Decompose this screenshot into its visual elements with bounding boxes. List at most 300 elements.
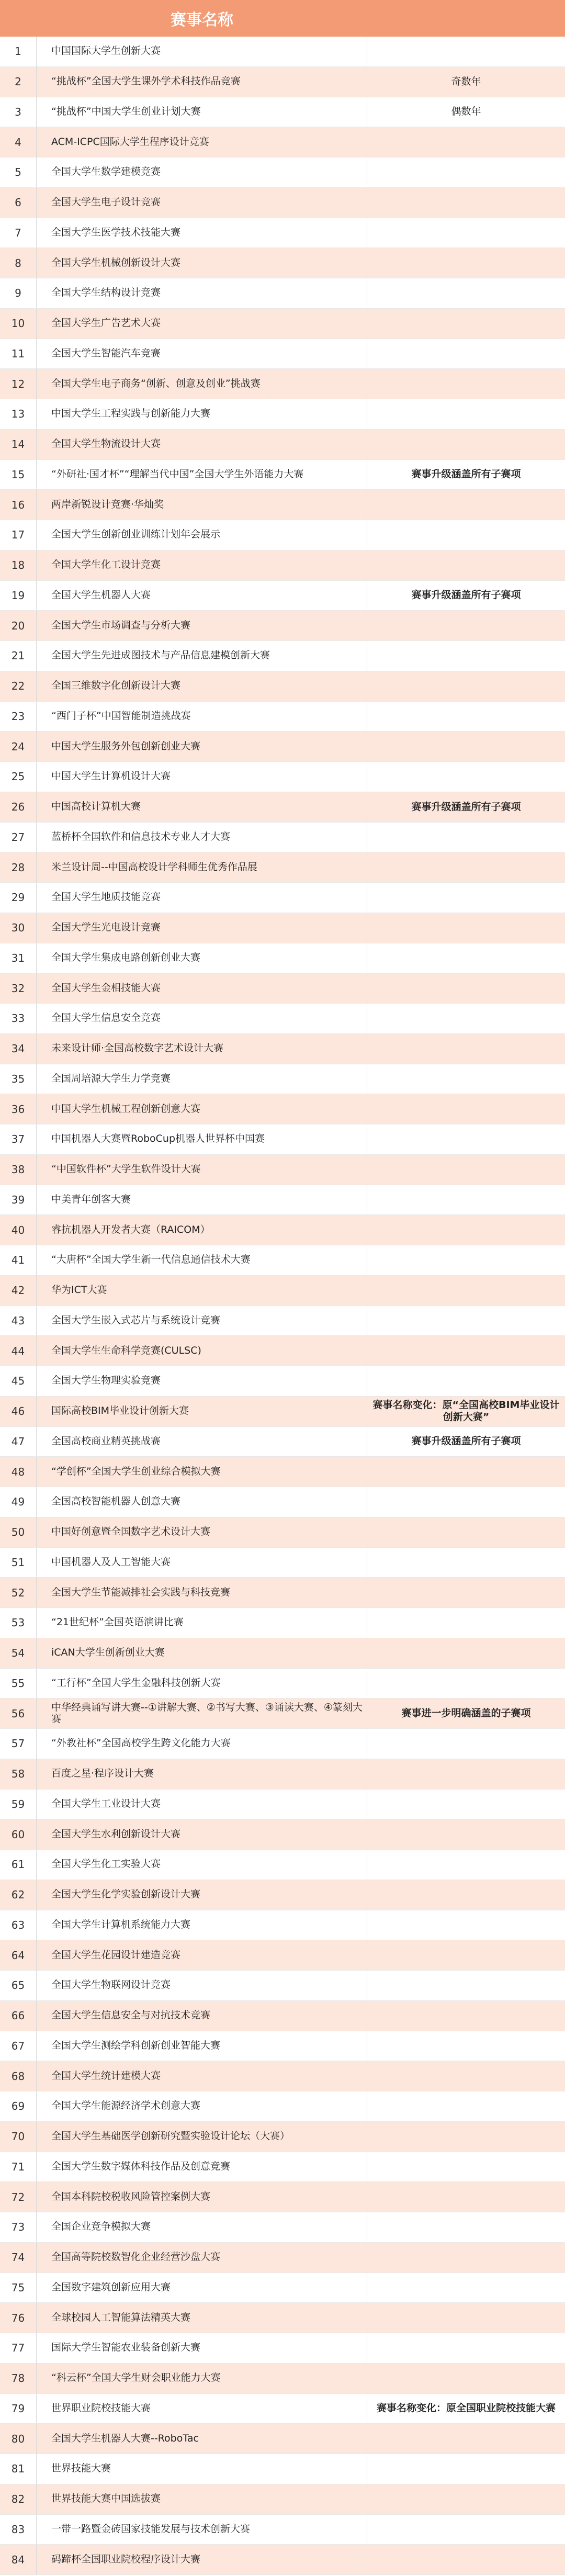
table-row — [0, 641, 565, 671]
row-number: 22 — [0, 671, 37, 701]
competition-name: 世界技能大赛 — [37, 2454, 367, 2484]
competition-note — [367, 732, 565, 761]
table-row — [0, 1819, 565, 1850]
row-number: 47 — [0, 1427, 37, 1457]
row-number: 15 — [0, 460, 37, 490]
table-row — [0, 1638, 565, 1669]
table-row — [0, 913, 565, 943]
row-number: 9 — [0, 278, 37, 308]
table-row — [0, 973, 565, 1004]
row-number: 50 — [0, 1517, 37, 1547]
row-number: 76 — [0, 2303, 37, 2333]
competition-note — [367, 1850, 565, 1880]
competition-name: 中国大学生工程实践与创新能力大赛 — [37, 399, 367, 429]
competition-note — [367, 2484, 565, 2514]
competition-name: 华为ICT大赛 — [37, 1276, 367, 1306]
table-row — [0, 2001, 565, 2031]
competition-name: 全国大学生化工实验大赛 — [37, 1850, 367, 1880]
table-row — [0, 2394, 565, 2424]
table-row — [0, 1094, 565, 1124]
row-number: 43 — [0, 1306, 37, 1336]
competition-name: 全国企业竞争模拟大赛 — [37, 2212, 367, 2242]
competition-note: 赛事升级涵盖所有子赛项 — [411, 1435, 521, 1447]
row-number: 40 — [0, 1215, 37, 1245]
table-row — [0, 399, 565, 430]
table-row — [0, 1940, 565, 1971]
competition-note — [367, 520, 565, 550]
competition-name: 全国大学生节能减排社会实践与科技竞赛 — [37, 1578, 367, 1607]
table-row — [0, 188, 565, 218]
competition-name: iCAN大学生创新创业大赛 — [37, 1638, 367, 1668]
competition-name: 全国高校商业精英挑战赛 — [37, 1427, 367, 1457]
competition-name: 中国国际大学生创新大赛 — [37, 37, 367, 66]
competition-name: 中国好创意暨全国数字艺术设计大赛 — [37, 1517, 367, 1547]
competition-note — [367, 1457, 565, 1487]
competition-note — [367, 2364, 565, 2393]
table-row — [0, 1578, 565, 1608]
table-row — [0, 520, 565, 550]
competition-note — [367, 973, 565, 1003]
competition-name: 全国大学生医学技术技能大赛 — [37, 218, 367, 248]
competition-note — [367, 1669, 565, 1698]
competition-note — [367, 1366, 565, 1396]
row-number: 84 — [0, 2545, 37, 2574]
competition-note — [367, 1064, 565, 1094]
table-row — [0, 1215, 565, 1245]
competition-note — [367, 2182, 565, 2212]
competition-name: 中国机器人及人工智能大赛 — [37, 1548, 367, 1578]
competition-name: 全国大学生市场调查与分析大赛 — [37, 611, 367, 640]
competition-note — [367, 2333, 565, 2363]
row-number: 35 — [0, 1064, 37, 1094]
row-number: 82 — [0, 2484, 37, 2514]
table-row — [0, 1004, 565, 1034]
row-number: 1 — [0, 37, 37, 66]
competition-note — [367, 1517, 565, 1547]
competition-note — [367, 369, 565, 399]
table-row — [0, 278, 565, 309]
table-row — [0, 1276, 565, 1306]
competition-note — [367, 1124, 565, 1154]
row-number: 10 — [0, 309, 37, 339]
competition-name: 全国高等院校数智化企业经营沙盘大赛 — [37, 2243, 367, 2273]
competition-note — [367, 1729, 565, 1759]
competition-note — [367, 158, 565, 187]
row-number: 61 — [0, 1850, 37, 1880]
row-number: 37 — [0, 1124, 37, 1154]
table-row — [0, 2122, 565, 2152]
row-number: 7 — [0, 218, 37, 248]
competition-name: 全国大学生创新创业训练计划年会展示 — [37, 520, 367, 550]
competition-name: 全国大学生机械创新设计大赛 — [37, 248, 367, 278]
competition-note — [367, 2303, 565, 2333]
table-row — [0, 1548, 565, 1578]
competition-note — [367, 248, 565, 278]
table-row — [0, 1971, 565, 2001]
header-title: 赛事名称 — [171, 11, 233, 29]
competition-note — [367, 883, 565, 913]
competition-name: 中国大学生机械工程创新创意大赛 — [37, 1094, 367, 1124]
row-number: 71 — [0, 2152, 37, 2182]
table-row — [0, 2484, 565, 2515]
table-row — [0, 1457, 565, 1487]
competition-note — [367, 2091, 565, 2121]
row-number: 81 — [0, 2454, 37, 2484]
competition-name: 米兰设计周--中国高校设计学科师生优秀作品展 — [37, 852, 367, 882]
competition-note — [367, 1910, 565, 1940]
table-row — [0, 1245, 565, 1276]
competition-name: 未来设计师·全国高校数字艺术设计大赛 — [37, 1034, 367, 1064]
competition-note: 奇数年 — [451, 75, 481, 87]
competition-note — [367, 490, 565, 520]
row-number: 8 — [0, 248, 37, 278]
row-number: 72 — [0, 2182, 37, 2212]
competition-note — [367, 1185, 565, 1215]
table-row — [0, 430, 565, 460]
competition-note — [367, 2212, 565, 2242]
table-row — [0, 1910, 565, 1941]
competition-note — [367, 1819, 565, 1849]
table-row — [0, 2061, 565, 2091]
competition-name: 中国大学生服务外包创新创业大赛 — [37, 732, 367, 761]
competition-name: 全国大学生数字媒体科技作品及创意竞赛 — [37, 2152, 367, 2182]
row-number: 6 — [0, 188, 37, 218]
row-number: 21 — [0, 641, 37, 671]
row-number: 24 — [0, 732, 37, 761]
competition-name: 中国高校计算机大赛 — [37, 792, 367, 822]
table-row — [0, 1427, 565, 1457]
table-row — [0, 1669, 565, 1699]
competition-name: 全球校园人工智能算法精英大赛 — [37, 2303, 367, 2333]
competition-note — [367, 2122, 565, 2152]
competition-name: 国际高校BIM毕业设计创新大赛 — [37, 1397, 367, 1426]
row-number: 70 — [0, 2122, 37, 2152]
table-header — [0, 0, 565, 37]
competition-name: 全国大学生统计建模大赛 — [37, 2061, 367, 2091]
competition-name: 全国大学生物理实验竞赛 — [37, 1366, 367, 1396]
competition-name: 码蹄杯全国职业院校程序设计大赛 — [37, 2545, 367, 2574]
row-number: 67 — [0, 2031, 37, 2061]
table-row — [0, 943, 565, 974]
row-number: 33 — [0, 1004, 37, 1033]
row-number: 58 — [0, 1759, 37, 1789]
table-row — [0, 1336, 565, 1366]
competition-name: “西门子杯”中国智能制造挑战赛 — [37, 702, 367, 732]
row-number: 44 — [0, 1336, 37, 1366]
competition-name: 全国本科院校税收风险管控案例大赛 — [37, 2182, 367, 2212]
competition-note — [367, 550, 565, 580]
table-row — [0, 1124, 565, 1155]
row-number: 55 — [0, 1669, 37, 1698]
competition-name: “工行杯”全国大学生金融科技创新大赛 — [37, 1669, 367, 1698]
competition-name: ACM-ICPC国际大学生程序设计竞赛 — [37, 127, 367, 157]
row-number: 79 — [0, 2394, 37, 2424]
table-row — [0, 2273, 565, 2303]
competition-note — [367, 430, 565, 459]
competition-note — [367, 1971, 565, 2000]
row-number: 17 — [0, 520, 37, 550]
header-number-cell — [0, 0, 37, 37]
table-row — [0, 611, 565, 641]
competition-note — [367, 278, 565, 308]
table-row — [0, 1608, 565, 1638]
row-number: 60 — [0, 1819, 37, 1849]
competition-note: 赛事名称变化：原全国职业院校技能大赛 — [376, 2402, 556, 2414]
competition-note — [367, 702, 565, 732]
competition-name: 全国大学生智能汽车竞赛 — [37, 339, 367, 369]
competition-name: 国际大学生智能农业装备创新大赛 — [37, 2333, 367, 2363]
table-row — [0, 852, 565, 883]
competition-note — [367, 1155, 565, 1185]
row-number: 78 — [0, 2364, 37, 2393]
competition-note — [367, 309, 565, 339]
row-number: 31 — [0, 943, 37, 973]
competition-note — [367, 641, 565, 671]
competition-note: 赛事名称变化：原“全国高校BIM毕业设计创新大赛” — [372, 1399, 560, 1423]
competition-name: 全国大学生机器人大赛--RoboTac — [37, 2424, 367, 2454]
table-row — [0, 1487, 565, 1517]
row-number: 68 — [0, 2061, 37, 2091]
competition-name: “外教社杯”全国高校学生跨文化能力大赛 — [37, 1729, 367, 1759]
competition-name: 全国大学生能源经济学术创意大赛 — [37, 2091, 367, 2121]
competition-name: 全国数字建筑创新应用大赛 — [37, 2273, 367, 2303]
table-row — [0, 2515, 565, 2545]
competition-name: 全国大学生水利创新设计大赛 — [37, 1819, 367, 1849]
table-row — [0, 2152, 565, 2183]
row-number: 28 — [0, 852, 37, 882]
competition-note — [367, 611, 565, 640]
competition-note — [367, 1608, 565, 1638]
row-number: 11 — [0, 339, 37, 369]
table-row — [0, 1517, 565, 1548]
competition-name: 全国大学生机器人大赛 — [37, 581, 367, 611]
row-number: 75 — [0, 2273, 37, 2303]
competition-name: 全国大学生化工设计竞赛 — [37, 550, 367, 580]
row-number: 38 — [0, 1155, 37, 1185]
table-row — [0, 702, 565, 732]
competition-name: 全国高校智能机器人创意大赛 — [37, 1487, 367, 1517]
table-row — [0, 2333, 565, 2364]
row-number: 5 — [0, 158, 37, 187]
competition-note — [367, 1578, 565, 1607]
row-number: 48 — [0, 1457, 37, 1487]
competition-note — [367, 943, 565, 973]
row-number: 2 — [0, 67, 37, 97]
header-note-cell — [367, 0, 565, 37]
table-row — [0, 550, 565, 581]
table-row — [0, 369, 565, 399]
row-number: 14 — [0, 430, 37, 459]
table-row — [0, 1850, 565, 1880]
row-number: 18 — [0, 550, 37, 580]
competition-note — [367, 1215, 565, 1245]
competition-note — [367, 339, 565, 369]
competition-name: 两岸新锐设计竞赛·华灿奖 — [37, 490, 367, 520]
competition-name: 中国大学生计算机设计大赛 — [37, 762, 367, 792]
table-row — [0, 792, 565, 823]
row-number: 64 — [0, 1940, 37, 1970]
competition-name: 全国大学生电子设计竞赛 — [37, 188, 367, 218]
competition-note — [367, 762, 565, 792]
competition-name: 全国大学生生命科学竞赛(CULSC) — [37, 1336, 367, 1366]
row-number: 56 — [0, 1698, 37, 1728]
table-row — [0, 823, 565, 853]
competition-note — [367, 1487, 565, 1517]
table-row — [0, 1064, 565, 1095]
table-row — [0, 127, 565, 158]
competition-name: 全国大学生集成电路创新创业大赛 — [37, 943, 367, 973]
competition-note — [367, 2273, 565, 2303]
competition-note — [367, 1004, 565, 1033]
row-number: 51 — [0, 1548, 37, 1578]
competition-name: “学创杯”全国大学生创业综合模拟大赛 — [37, 1457, 367, 1487]
row-number: 29 — [0, 883, 37, 913]
table-row — [0, 2364, 565, 2394]
competition-note — [367, 1245, 565, 1275]
competition-name: 中华经典诵写讲大赛--①讲解大赛、②书写大赛、③诵读大赛、④篆刻大赛 — [37, 1698, 367, 1728]
table-row — [0, 1759, 565, 1790]
competition-note: 赛事升级涵盖所有子赛项 — [411, 801, 521, 813]
competition-name: “科云杯”全国大学生财会职业能力大赛 — [37, 2364, 367, 2393]
row-number: 63 — [0, 1910, 37, 1940]
competition-note — [367, 1790, 565, 1819]
competition-name: 全国大学生广告艺术大赛 — [37, 309, 367, 339]
row-number: 36 — [0, 1094, 37, 1124]
row-number: 34 — [0, 1034, 37, 1064]
row-number: 41 — [0, 1245, 37, 1275]
table-row — [0, 1698, 565, 1729]
competition-note: 赛事进一步明确涵盖的子赛项 — [401, 1707, 531, 1719]
table-row — [0, 2424, 565, 2454]
competition-name: 蓝桥杯全国软件和信息技术专业人才大赛 — [37, 823, 367, 852]
row-number: 23 — [0, 702, 37, 732]
row-number: 69 — [0, 2091, 37, 2121]
competition-name: 全国三维数字化创新设计大赛 — [37, 671, 367, 701]
table-row — [0, 1397, 565, 1427]
competition-note — [367, 671, 565, 701]
competition-note — [367, 823, 565, 852]
competition-name: 全国周培源大学生力学竞赛 — [37, 1064, 367, 1094]
row-number: 74 — [0, 2243, 37, 2273]
competition-note — [367, 1306, 565, 1336]
table-row — [0, 1366, 565, 1397]
table-row — [0, 67, 565, 97]
competition-name: 全国大学生光电设计竞赛 — [37, 913, 367, 943]
competition-name: 全国大学生结构设计竞赛 — [37, 278, 367, 308]
competition-note — [367, 2001, 565, 2031]
competition-name: 中国机器人大赛暨RoboCup机器人世界杯中国赛 — [37, 1124, 367, 1154]
row-number: 42 — [0, 1276, 37, 1306]
competition-name: “挑战杯”中国大学生创业计划大赛 — [37, 97, 367, 127]
table-row — [0, 1185, 565, 1216]
table-row — [0, 2303, 565, 2333]
competition-note — [367, 1336, 565, 1366]
competition-note — [367, 913, 565, 943]
competition-name: 世界职业院校技能大赛 — [37, 2394, 367, 2424]
competition-note — [367, 1940, 565, 1970]
competition-name: 全国大学生数学建模竞赛 — [37, 158, 367, 187]
competition-name: 全国大学生物联网设计竞赛 — [37, 1971, 367, 2000]
competition-note: 赛事升级涵盖所有子赛项 — [411, 589, 521, 601]
table-row — [0, 671, 565, 702]
competition-name: “21世纪杯”全国英语演讲比赛 — [37, 1608, 367, 1638]
competition-name: 全国大学生嵌入式芯片与系统设计竞赛 — [37, 1306, 367, 1336]
row-number: 25 — [0, 762, 37, 792]
row-number: 13 — [0, 399, 37, 429]
competition-name: “外研社·国才杯”“理解当代中国”全国大学生外语能力大赛 — [37, 460, 367, 490]
row-number: 80 — [0, 2424, 37, 2454]
row-number: 27 — [0, 823, 37, 852]
table-row — [0, 2031, 565, 2062]
competition-name: 全国大学生信息安全竞赛 — [37, 1004, 367, 1033]
table-body — [0, 37, 565, 2575]
table-row — [0, 1034, 565, 1064]
competition-name: 全国大学生金相技能大赛 — [37, 973, 367, 1003]
competition-name: 世界技能大赛中国选拔赛 — [37, 2484, 367, 2514]
table-row — [0, 1729, 565, 1759]
table-row — [0, 883, 565, 913]
competition-note — [367, 1276, 565, 1306]
row-number: 30 — [0, 913, 37, 943]
row-number: 26 — [0, 792, 37, 822]
competition-name: 全国大学生计算机系统能力大赛 — [37, 1910, 367, 1940]
competition-note — [367, 2515, 565, 2545]
table-row — [0, 2545, 565, 2575]
table-row — [0, 2182, 565, 2212]
row-number: 46 — [0, 1397, 37, 1426]
row-number: 45 — [0, 1366, 37, 1396]
competition-note — [367, 1638, 565, 1668]
table-row — [0, 762, 565, 792]
competition-name: 全国大学生测绘学科创新创业智能大赛 — [37, 2031, 367, 2061]
competition-name: 全国大学生化学实验创新设计大赛 — [37, 1880, 367, 1910]
row-number: 59 — [0, 1790, 37, 1819]
table-row — [0, 581, 565, 611]
competition-note — [367, 2152, 565, 2182]
competition-note — [367, 2424, 565, 2454]
competition-note — [367, 2243, 565, 2273]
competition-name: 全国大学生先进成图技术与产品信息建模创新大赛 — [37, 641, 367, 671]
competition-name: 中美青年创客大赛 — [37, 1185, 367, 1215]
competition-note — [367, 2031, 565, 2061]
table-row — [0, 1155, 565, 1185]
competition-name: “大唐杯”全国大学生新一代信息通信技术大赛 — [37, 1245, 367, 1275]
row-number: 65 — [0, 1971, 37, 2000]
row-number: 66 — [0, 2001, 37, 2031]
competition-note — [367, 2454, 565, 2484]
competition-note — [367, 218, 565, 248]
row-number: 16 — [0, 490, 37, 520]
competition-name: 全国大学生花园设计建造竞赛 — [37, 1940, 367, 1970]
row-number: 49 — [0, 1487, 37, 1517]
row-number: 83 — [0, 2515, 37, 2545]
competition-note — [367, 1034, 565, 1064]
row-number: 32 — [0, 973, 37, 1003]
row-number: 77 — [0, 2333, 37, 2363]
row-number: 39 — [0, 1185, 37, 1215]
row-number: 73 — [0, 2212, 37, 2242]
table-row — [0, 158, 565, 188]
table-row — [0, 1306, 565, 1336]
table-row — [0, 248, 565, 278]
table-row — [0, 732, 565, 762]
competition-name: “中国软件杯”大学生软件设计大赛 — [37, 1155, 367, 1185]
table-row — [0, 2091, 565, 2122]
competition-note — [367, 1880, 565, 1910]
competition-note — [367, 1759, 565, 1789]
table-row — [0, 2243, 565, 2273]
competition-note — [367, 2545, 565, 2574]
